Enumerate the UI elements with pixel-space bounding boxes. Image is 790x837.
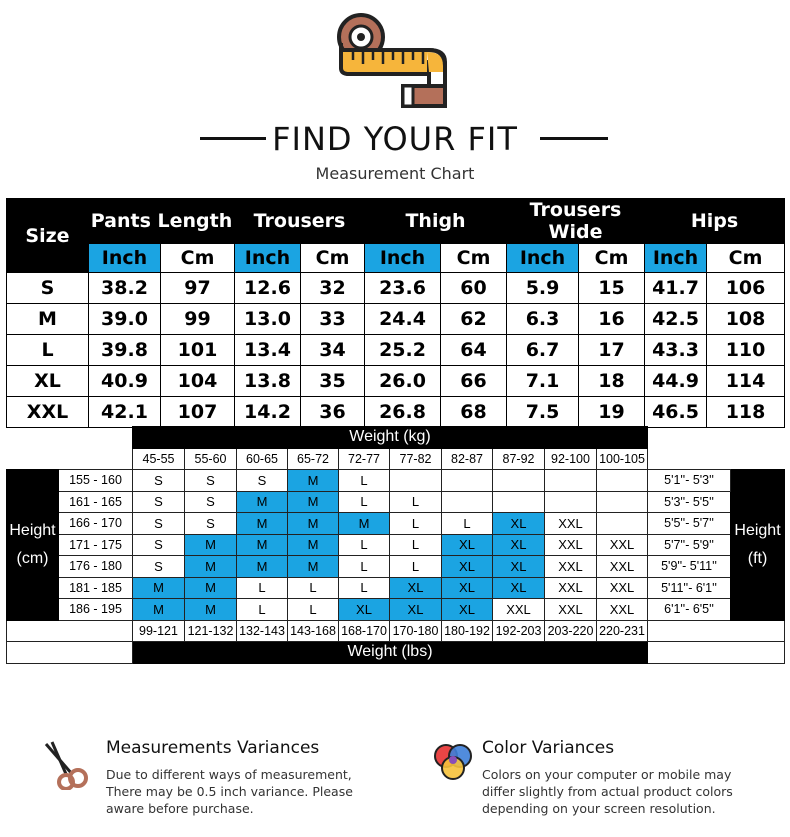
- size-recommendation-cell: L: [288, 577, 339, 599]
- measurement-cell: 99: [161, 304, 235, 335]
- measurement-variance-note: [42, 738, 382, 828]
- lbs-range-cell: 168-170: [339, 620, 390, 642]
- size-recommendation-cell: M: [237, 534, 288, 556]
- size-header: Size: [7, 199, 89, 273]
- height-cm-cell: 155 - 160: [59, 470, 133, 492]
- note-line: Colors on your computer or mobile may: [482, 767, 732, 782]
- measurement-cell: 35: [301, 366, 365, 397]
- measurement-cell: 33: [301, 304, 365, 335]
- height-row: [7, 577, 785, 599]
- measurement-cell: 64: [441, 335, 507, 366]
- size-recommendation-cell: S: [133, 491, 185, 513]
- size-row: [7, 335, 785, 366]
- height-cm-cell: 186 - 195: [59, 599, 133, 621]
- size-row: [7, 397, 785, 428]
- lbs-range-cell: 203-220: [545, 620, 597, 642]
- measurement-cell: 42.5: [645, 304, 707, 335]
- size-recommendation-cell: M: [185, 577, 237, 599]
- unit-inch-header: Inch: [89, 244, 161, 273]
- kg-range-cell: 77-82: [390, 448, 442, 470]
- size-recommendation-cell: L: [339, 534, 390, 556]
- kg-range-cell: 65-72: [288, 448, 339, 470]
- size-recommendation-cell: L: [237, 577, 288, 599]
- size-recommendation-cell: L: [237, 599, 288, 621]
- size-recommendation-cell: XL: [442, 599, 493, 621]
- unit-cm-header: Cm: [301, 244, 365, 273]
- measurement-cell: 44.9: [645, 366, 707, 397]
- size-recommendation-cell: XXL: [597, 534, 648, 556]
- group-header: Pants Length: [89, 199, 235, 244]
- measurement-cell: 118: [707, 397, 785, 428]
- weight-height-table: [6, 426, 785, 664]
- measurement-cell: 5.9: [507, 273, 579, 304]
- height-ft-cell: 5'1''- 5'3'': [648, 470, 731, 492]
- measurement-cell: 13.0: [235, 304, 301, 335]
- group-header: Trousers Wide: [507, 199, 645, 244]
- measurement-cell: 41.7: [645, 273, 707, 304]
- height-cm-cell: 181 - 185: [59, 577, 133, 599]
- weight-height-body: [7, 448, 785, 663]
- size-recommendation-cell: L: [390, 513, 442, 535]
- lbs-range-cell: 192-203: [493, 620, 545, 642]
- color-variance-note: [428, 738, 784, 828]
- size-recommendation-cell: XXL: [545, 599, 597, 621]
- height-cm-label: [7, 470, 59, 621]
- size-recommendation-cell: S: [133, 556, 185, 578]
- unit-cm-header: Cm: [161, 244, 235, 273]
- height-ft-cell: 5'3''- 5'5'': [648, 491, 731, 513]
- size-recommendation-cell: XL: [442, 577, 493, 599]
- size-row: [7, 304, 785, 335]
- size-recommendation-cell: [493, 470, 545, 492]
- unit-inch-header: Inch: [507, 244, 579, 273]
- weight-lbs-header: Weight (lbs): [133, 642, 648, 664]
- color-circles-icon: [428, 738, 478, 788]
- size-recommendation-cell: L: [390, 491, 442, 513]
- size-table-body: [7, 273, 785, 428]
- measurement-cell: 19: [579, 397, 645, 428]
- size-row: [7, 366, 785, 397]
- measurement-variance-text: [106, 766, 386, 817]
- weight-kg-header: Weight (kg): [133, 427, 648, 449]
- size-recommendation-cell: M: [288, 470, 339, 492]
- size-recommendation-cell: M: [288, 513, 339, 535]
- size-recommendation-cell: XXL: [545, 513, 597, 535]
- size-cell: S: [7, 273, 89, 304]
- measurement-cell: 38.2: [89, 273, 161, 304]
- measurement-cell: 66: [441, 366, 507, 397]
- height-cm-cell: 176 - 180: [59, 556, 133, 578]
- size-recommendation-cell: M: [133, 577, 185, 599]
- measurement-cell: 24.4: [365, 304, 441, 335]
- size-recommendation-cell: S: [185, 470, 237, 492]
- group-header: Thigh: [365, 199, 507, 244]
- lbs-range-cell: 121-132: [185, 620, 237, 642]
- size-recommendation-cell: L: [339, 491, 390, 513]
- lbs-range-cell: 132-143: [237, 620, 288, 642]
- title-row: [0, 118, 790, 158]
- measurement-cell: 42.1: [89, 397, 161, 428]
- unit-cm-header: Cm: [579, 244, 645, 273]
- size-recommendation-cell: [597, 513, 648, 535]
- size-recommendation-cell: [390, 470, 442, 492]
- unit-inch-header: Inch: [235, 244, 301, 273]
- measurement-cell: 104: [161, 366, 235, 397]
- size-recommendation-cell: XXL: [545, 534, 597, 556]
- size-recommendation-cell: XL: [390, 577, 442, 599]
- height-row: [7, 534, 785, 556]
- page-subtitle: Measurement Chart: [315, 164, 475, 183]
- measurement-cell: 26.8: [365, 397, 441, 428]
- size-recommendation-cell: M: [185, 534, 237, 556]
- size-recommendation-cell: L: [339, 470, 390, 492]
- kg-range-cell: 82-87: [442, 448, 493, 470]
- measurement-cell: 12.6: [235, 273, 301, 304]
- measurement-cell: 60: [441, 273, 507, 304]
- size-recommendation-cell: M: [288, 556, 339, 578]
- measurement-cell: 7.1: [507, 366, 579, 397]
- measurement-cell: 62: [441, 304, 507, 335]
- size-recommendation-cell: XXL: [597, 556, 648, 578]
- size-recommendation-cell: [442, 470, 493, 492]
- size-recommendation-cell: [597, 470, 648, 492]
- measurement-cell: 114: [707, 366, 785, 397]
- size-row: [7, 273, 785, 304]
- kg-range-cell: 45-55: [133, 448, 185, 470]
- height-ft-line: (ft): [747, 549, 768, 567]
- size-recommendation-cell: [493, 491, 545, 513]
- measurement-cell: 14.2: [235, 397, 301, 428]
- measurement-cell: 39.0: [89, 304, 161, 335]
- measurement-cell: 46.5: [645, 397, 707, 428]
- measurement-cell: 108: [707, 304, 785, 335]
- note-line: depending on your screen resolution.: [482, 801, 716, 816]
- measurement-cell: 25.2: [365, 335, 441, 366]
- measurement-cell: 15: [579, 273, 645, 304]
- unit-inch-header: Inch: [645, 244, 707, 273]
- note-line: There may be 0.5 inch variance. Please: [106, 784, 353, 799]
- size-recommendation-cell: XXL: [493, 599, 545, 621]
- size-recommendation-cell: M: [185, 599, 237, 621]
- height-ft-cell: 5'11''- 6'1'': [648, 577, 731, 599]
- group-header: Hips: [645, 199, 785, 244]
- scissors-icon: [42, 740, 92, 790]
- height-cm-line: Height: [9, 521, 56, 539]
- height-row: [7, 470, 785, 492]
- title-rule-right: [540, 137, 608, 140]
- size-recommendation-cell: M: [237, 556, 288, 578]
- size-recommendation-cell: S: [237, 470, 288, 492]
- size-recommendation-cell: M: [237, 491, 288, 513]
- size-recommendation-cell: S: [133, 513, 185, 535]
- size-cell: M: [7, 304, 89, 335]
- measurement-cell: 32: [301, 273, 365, 304]
- measurement-cell: 36: [301, 397, 365, 428]
- lbs-range-cell: 180-192: [442, 620, 493, 642]
- size-recommendation-cell: XL: [493, 534, 545, 556]
- size-measurement-table: [6, 198, 785, 428]
- size-recommendation-cell: S: [133, 534, 185, 556]
- size-recommendation-cell: M: [185, 556, 237, 578]
- kg-range-cell: 72-77: [339, 448, 390, 470]
- measurement-cell: 34: [301, 335, 365, 366]
- unit-cm-header: Cm: [441, 244, 507, 273]
- size-recommendation-cell: XXL: [597, 577, 648, 599]
- kg-range-cell: 60-65: [237, 448, 288, 470]
- height-ft-cell: 5'7''- 5'9'': [648, 534, 731, 556]
- size-recommendation-cell: S: [185, 491, 237, 513]
- lbs-range-row: [7, 620, 785, 642]
- measurement-cell: 7.5: [507, 397, 579, 428]
- measurement-cell: 17: [579, 335, 645, 366]
- unit-inch-header: Inch: [365, 244, 441, 273]
- lbs-range-cell: 99-121: [133, 620, 185, 642]
- lbs-range-cell: 170-180: [390, 620, 442, 642]
- height-cm-cell: 161 - 165: [59, 491, 133, 513]
- size-recommendation-cell: XL: [493, 577, 545, 599]
- size-recommendation-cell: XL: [339, 599, 390, 621]
- lbs-range-cell: 220-231: [597, 620, 648, 642]
- measurement-cell: 23.6: [365, 273, 441, 304]
- size-recommendation-cell: XXL: [597, 599, 648, 621]
- size-recommendation-cell: XL: [493, 513, 545, 535]
- lbs-range-cell: 143-168: [288, 620, 339, 642]
- kg-range-cell: 87-92: [493, 448, 545, 470]
- lbs-label-row: [7, 642, 785, 664]
- size-cell: L: [7, 335, 89, 366]
- height-cm-cell: 171 - 175: [59, 534, 133, 556]
- size-recommendation-cell: M: [133, 599, 185, 621]
- measurement-cell: 13.4: [235, 335, 301, 366]
- size-recommendation-cell: L: [339, 556, 390, 578]
- height-ft-label: [731, 470, 785, 621]
- color-variance-title: Color Variances: [482, 738, 615, 758]
- size-cell: XL: [7, 366, 89, 397]
- size-recommendation-cell: [442, 491, 493, 513]
- size-recommendation-cell: XL: [390, 599, 442, 621]
- note-line: differ slightly from actual product colors: [482, 784, 733, 799]
- measurement-cell: 39.8: [89, 335, 161, 366]
- size-recommendation-cell: M: [288, 491, 339, 513]
- measurement-cell: 16: [579, 304, 645, 335]
- page-title: FIND YOUR FIT: [272, 120, 518, 158]
- measurement-cell: 6.7: [507, 335, 579, 366]
- note-line: aware before purchase.: [106, 801, 254, 816]
- kg-range-cell: 92-100: [545, 448, 597, 470]
- size-recommendation-cell: XXL: [545, 556, 597, 578]
- height-row: [7, 491, 785, 513]
- measurement-cell: 107: [161, 397, 235, 428]
- group-header: Trousers: [235, 199, 365, 244]
- size-recommendation-cell: L: [339, 577, 390, 599]
- height-ft-line: Height: [734, 521, 781, 539]
- size-recommendation-cell: [545, 491, 597, 513]
- kg-range-cell: 55-60: [185, 448, 237, 470]
- measuring-tape-icon: [333, 10, 457, 110]
- unit-cm-header: Cm: [707, 244, 785, 273]
- height-ft-cell: 6'1''- 6'5'': [648, 599, 731, 621]
- kg-range-row: [7, 448, 785, 470]
- kg-range-cell: 100-105: [597, 448, 648, 470]
- size-recommendation-cell: L: [390, 556, 442, 578]
- height-ft-cell: 5'9''- 5'11'': [648, 556, 731, 578]
- measurement-cell: 18: [579, 366, 645, 397]
- size-recommendation-cell: M: [288, 534, 339, 556]
- color-variance-text: [482, 766, 782, 817]
- measurement-cell: 13.8: [235, 366, 301, 397]
- size-recommendation-cell: XL: [493, 556, 545, 578]
- measurement-cell: 40.9: [89, 366, 161, 397]
- size-recommendation-cell: L: [442, 513, 493, 535]
- size-recommendation-cell: L: [390, 534, 442, 556]
- height-row: [7, 599, 785, 621]
- measurement-cell: 110: [707, 335, 785, 366]
- measurement-cell: 43.3: [645, 335, 707, 366]
- note-line: Due to different ways of measurement,: [106, 767, 352, 782]
- measurement-variance-title: Measurements Variances: [106, 738, 320, 758]
- measurement-cell: 101: [161, 335, 235, 366]
- size-recommendation-cell: XL: [442, 556, 493, 578]
- size-cell: XXL: [7, 397, 89, 428]
- measurement-cell: 106: [707, 273, 785, 304]
- size-recommendation-cell: XL: [442, 534, 493, 556]
- measurement-cell: 26.0: [365, 366, 441, 397]
- height-row: [7, 513, 785, 535]
- size-recommendation-cell: [597, 491, 648, 513]
- measurement-cell: 6.3: [507, 304, 579, 335]
- height-cm-cell: 166 - 170: [59, 513, 133, 535]
- measurement-cell: 97: [161, 273, 235, 304]
- height-ft-cell: 5'5''- 5'7'': [648, 513, 731, 535]
- height-row: [7, 556, 785, 578]
- measurement-cell: 68: [441, 397, 507, 428]
- size-recommendation-cell: M: [237, 513, 288, 535]
- size-recommendation-cell: S: [133, 470, 185, 492]
- size-recommendation-cell: XXL: [545, 577, 597, 599]
- size-recommendation-cell: L: [288, 599, 339, 621]
- size-recommendation-cell: S: [185, 513, 237, 535]
- size-recommendation-cell: M: [339, 513, 390, 535]
- height-cm-line: (cm): [16, 549, 49, 567]
- size-recommendation-cell: [545, 470, 597, 492]
